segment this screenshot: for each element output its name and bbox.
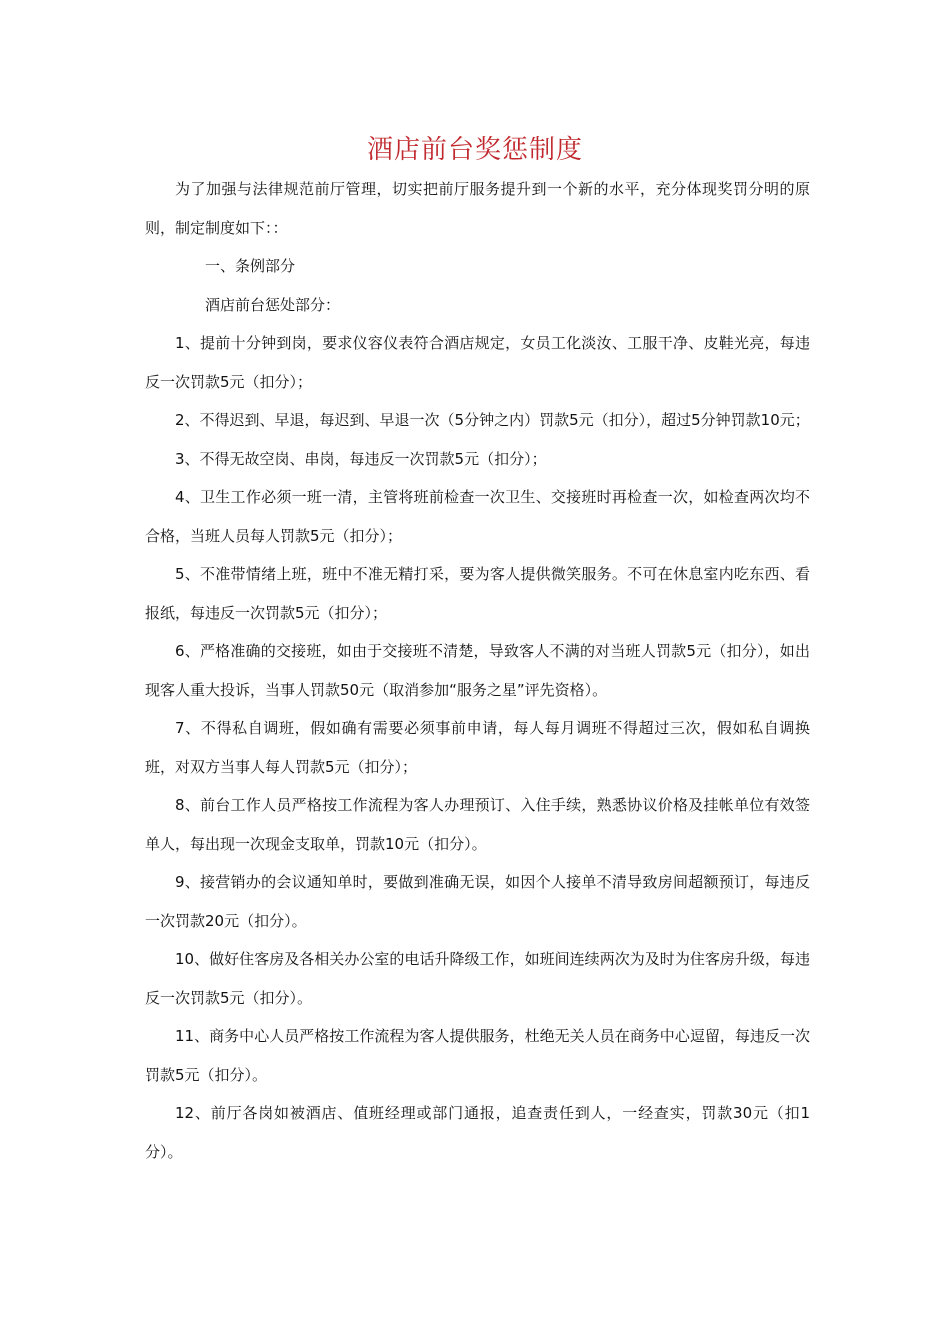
rule-item-6: 6、严格准确的交接班，如由于交接班不清楚，导致客人不满的对当班人罚款5元（扣分），如出现客人重大投诉，当事人罚款50元（取消参加“服务之星”评先资格）。: [145, 642, 810, 699]
rule-item-4: 4、卫生工作必须一班一清，主管将班前检查一次卫生、交接班时再检查一次，如检查两次均不合格，当班人员每人罚款5元（扣分）；: [145, 488, 810, 545]
rule-item-3: 3、不得无故空岗、串岗，每违反一次罚款5元（扣分）；: [175, 449, 547, 468]
subsection-heading: 酒店前台惩处部分：: [205, 295, 341, 314]
section-heading: 一、条例部分: [205, 257, 296, 275]
rule-item-9: 9、接营销办的会议通知单时，要做到准确无误，如因个人接单不清导致房间超额预订，每违反一次罚款20元（扣分）。: [145, 873, 810, 930]
document-body: [145, 170, 810, 1171]
rule-item-8: 8、前台工作人员严格按工作流程为客人办理预订、入住手续，熟悉协议价格及挂帐单位有效签单人，每出现一次现金支取单，罚款10元（扣分）。: [145, 796, 810, 853]
rule-item-1: 1、提前十分钟到岗，要求仪容仪表符合酒店规定，女员工化淡汝、工服干净、皮鞋光亮，每违反一次罚款5元（扣分）；: [145, 334, 810, 391]
rule-item-5: 5、不准带情绪上班，班中不准无精打采，要为客人提供微笑服务。不可在休息室内吃东西、看报纸，每违反一次罚款5元（扣分）；: [145, 565, 810, 622]
rule-item-7: 7、不得私自调班，假如确有需要必须事前申请，每人每月调班不得超过三次，假如私自调换班，对双方当事人每人罚款5元（扣分）；: [145, 719, 810, 776]
document-title: 酒店前台奖惩制度: [366, 135, 583, 165]
rule-item-12: 12、前厅各岗如被酒店、值班经理或部门通报，追查责任到人，一经查实，罚款30元（扣1分）。: [145, 1104, 810, 1161]
rule-item-2: 2、不得迟到、早退，每迟到、早退一次（5分钟之内）罚款5元（扣分），超过5分钟罚款10元；: [175, 411, 810, 429]
rule-item-10: 10、做好住客房及各相关办公室的电话升降级工作，如班间连续两次为及时为住客房升级，每违反一次罚款5元（扣分）。: [145, 950, 810, 1007]
rule-item-11: 11、商务中心人员严格按工作流程为客人提供服务，杜绝无关人员在商务中心逗留，每违反一次罚款5元（扣分）。: [145, 1027, 810, 1084]
intro-paragraph: 为了加强与法律规范前厅管理，切实把前厅服务提升到一个新的水平，充分体现奖罚分明的原则，制定制度如下：：: [145, 180, 810, 237]
